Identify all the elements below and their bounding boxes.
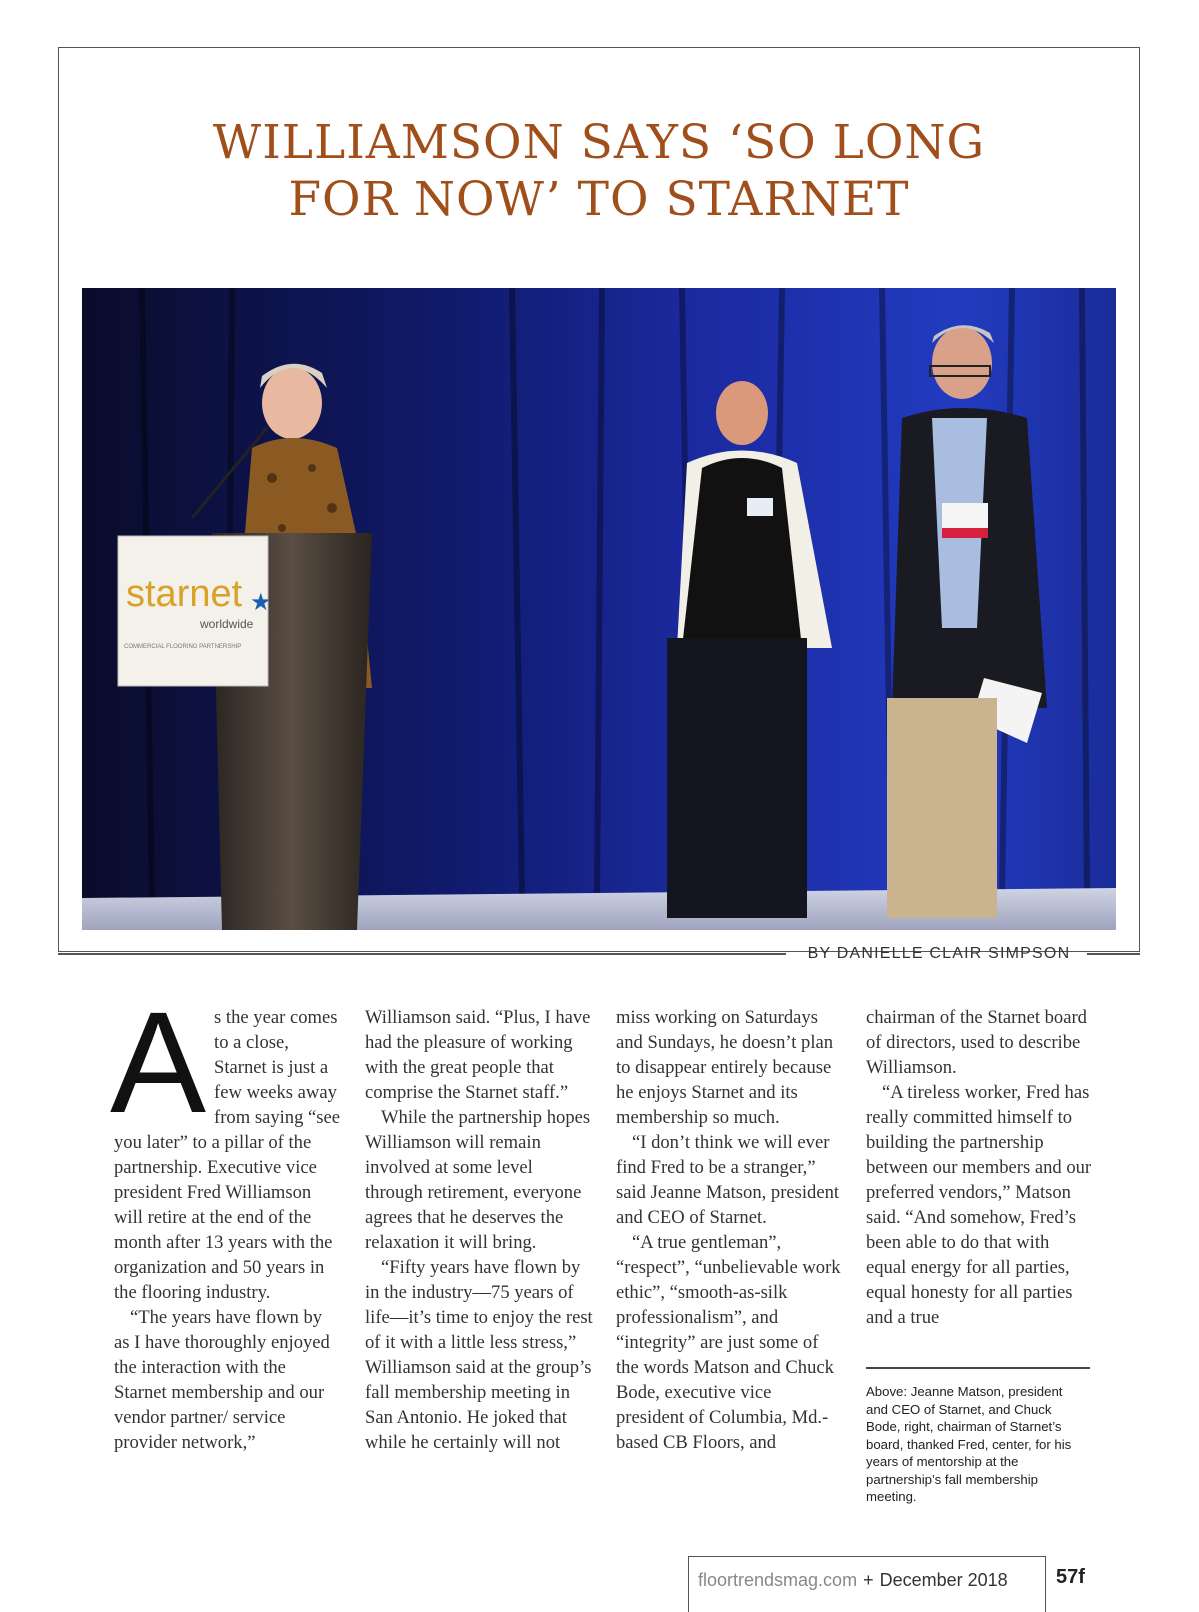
paragraph: miss working on Saturdays and Sundays, he doesn’t plan to disappear entirely because he enjoys Starnet and its membership so much.: [616, 1007, 834, 1128]
footer-separator: +: [863, 1570, 874, 1590]
caption-rule: [866, 1367, 1090, 1369]
paragraph: s the year comes to a close, Starnet is just a few weeks away from saying “see you later” to a pillar of the partnership. Executive vice president Fred Williamson will retire at the end of the month after 13 years with the organization and 50 years in the flooring industry.: [114, 1007, 341, 1303]
headline-line-2: FOR NOW’ TO STARNET: [288, 172, 910, 227]
byline-row: [0, 943, 1199, 967]
article-column-1: [110, 982, 342, 1455]
podium-logo: starnet: [126, 573, 243, 615]
footer-site-link[interactable]: floortrendsmag.com: [698, 1570, 858, 1590]
star-icon: ★: [250, 588, 272, 616]
headline-line-1: WILLIAMSON SAYS ‘SO LONG: [212, 115, 986, 170]
stage-photo: [82, 288, 1116, 930]
paragraph: Williamson said. “Plus, I have had the pleasure of working with the great people that comprise the Starnet staff.”: [365, 1007, 591, 1103]
podium-tagline: COMMERCIAL FLOORING PARTNERSHIP: [124, 644, 242, 650]
drop-cap: A: [110, 982, 207, 1143]
byline-rule: [1087, 953, 1140, 955]
paragraph: “A tireless worker, Fred has really committed himself to building the partnership between our members and our preferred vendors,” Matson said. “And somehow, Fred’s been able to do that with equal energy for all parties, equal honesty for all parties and a true: [866, 1082, 1092, 1328]
footer-issue: December 2018: [879, 1570, 1008, 1590]
page-number: 57f: [1056, 1566, 1085, 1588]
paragraph: chairman of the Starnet board of directors, used to describe Williamson.: [866, 1007, 1087, 1078]
footer-credit: [698, 1568, 1038, 1592]
podium-logo-sub: worldwide: [200, 617, 254, 631]
byline: BY DANIELLE CLAIR SIMPSON: [807, 945, 1071, 962]
photo-caption: Above: Jeanne Matson, president and CEO of Starnet, and Chuck Bode, right, chairman of Starnet’s board, thanked Fred, center, for his years of mentorship at the partnership’s fall membership meeting.: [866, 1384, 1072, 1504]
paragraph: While the partnership hopes Williamson will remain involved at some level through retirement, everyone agrees that he deserves the relaxation it will bring.: [365, 1107, 591, 1253]
article-column-4: [866, 1005, 1094, 1330]
paragraph: “Fifty years have flown by in the industry—75 years of life—it’s time to enjoy the rest of it with a little less stress,” Williamson said at the group’s fall membership meeting in San Antonio. He joked that while he certainly will not: [365, 1257, 593, 1453]
article-column-2: [365, 1005, 593, 1455]
paragraph: “The years have flown by as I have thoroughly enjoyed the interaction with the Starnet membership and our vendor partner/ service provider network,”: [114, 1307, 330, 1453]
article-headline: [59, 114, 1139, 228]
stage-photo-illustration: [82, 288, 1116, 930]
byline-rule: [58, 953, 786, 955]
article-column-3: [616, 1005, 844, 1455]
paragraph: “A true gentleman”, “respect”, “unbelievable work ethic”, “smooth-as-silk professionalism”, and “integrity” are just some of the words Matson and Chuck Bode, executive vice president of Columbia, Md.-based CB Floors, and: [616, 1232, 841, 1453]
paragraph: “I don’t think we will ever find Fred to be a stranger,” said Jeanne Matson, president and CEO of Starnet.: [616, 1132, 840, 1228]
